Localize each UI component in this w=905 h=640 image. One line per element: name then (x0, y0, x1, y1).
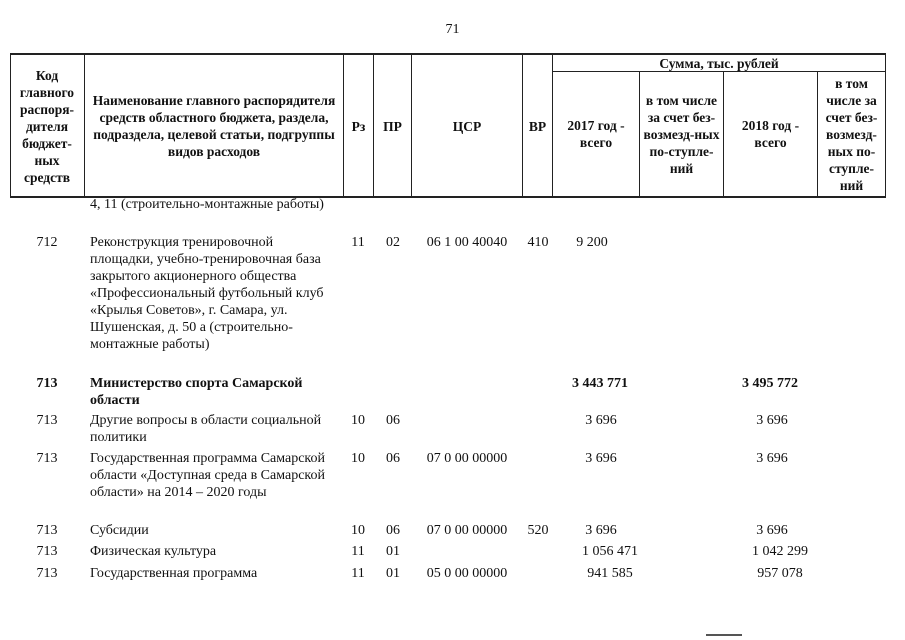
cell-kod: 713 (36, 523, 58, 538)
cell-pr: 06 (386, 523, 400, 538)
cell-rz: 11 (351, 566, 365, 581)
cell-vr: 410 (527, 235, 549, 250)
cell-2018-total: 3 696 (756, 413, 788, 428)
cell-csr: 06 1 00 40040 (426, 235, 508, 250)
cell-2017-total: 3 696 (585, 413, 617, 428)
cell-2018-total: 1 042 299 (752, 544, 808, 559)
cell-name: Физическая культура (90, 544, 217, 559)
cell-2017-total: 9 200 (576, 235, 608, 250)
cell-name: Субсидии (90, 523, 149, 538)
header-vline (817, 71, 818, 198)
header-vline (10, 53, 11, 198)
cell-rz: 10 (351, 451, 365, 466)
header-pr: ПР (383, 118, 402, 134)
cell-rz: 10 (351, 413, 365, 428)
cell-kod: 713 (36, 376, 58, 391)
cell-2017-total: 3 696 (585, 451, 617, 466)
cell-kod: 713 (36, 413, 58, 428)
cell-2018-total: 3 495 772 (742, 376, 798, 391)
cell-rz: 11 (351, 544, 365, 559)
header-2017-incl: в том числе за счет без-возмезд-ных по-ступле-ний (643, 92, 720, 176)
cell-name: Реконструкция тренировочной площадки, учебно-тренировочная база закрытого акционерного общества «Профессиональный футбольный клуб «Крылья Советов», г. Самара, ул. Шушенская, д. 50 а (строительно-монтажные работы) (90, 235, 324, 352)
cell-pr: 01 (386, 566, 400, 581)
table-header (0, 53, 905, 199)
header-summa: Сумма, тыс. рублей (659, 55, 779, 71)
cell-kod: 712 (36, 235, 58, 250)
cell-name: 4, 11 (строительно-монтажные работы) (90, 197, 324, 212)
header-vr: ВР (528, 118, 547, 134)
cell-pr: 01 (386, 544, 400, 559)
cell-pr: 06 (386, 413, 400, 428)
cell-rz: 10 (351, 523, 365, 538)
cell-2017-total: 1 056 471 (582, 544, 638, 559)
cell-2017-total: 3 696 (585, 523, 617, 538)
cell-csr: 07 0 00 00000 (426, 451, 508, 466)
cell-csr: 07 0 00 00000 (426, 523, 508, 538)
header-vline (639, 71, 640, 198)
cell-pr: 06 (386, 451, 400, 466)
cell-2017-total: 941 585 (587, 566, 633, 581)
cell-kod: 713 (36, 544, 58, 559)
header-csr: ЦСР (452, 118, 482, 134)
cell-name: Государственная программа Самарской области «Доступная среда в Самарской области» на 2014 – 2020 годы (90, 451, 326, 500)
cell-2018-total: 3 696 (756, 451, 788, 466)
header-kod: Код главного распоря-дителя бюджет-ных средств (19, 67, 75, 185)
header-2017-total: 2017 год - всего (567, 118, 625, 150)
cell-kod: 713 (36, 566, 58, 581)
cell-2017-total: 3 443 771 (572, 376, 628, 391)
header-2018-incl: в том числе за счет без-возмезд-ных по-ступле-ний (825, 75, 878, 193)
cell-rz: 11 (351, 235, 365, 250)
page-number: 71 (445, 22, 460, 37)
cell-2018-total: 957 078 (757, 566, 803, 581)
header-name: Наименование главного распорядителя средств областного бюджета, раздела, подраздела, целевой статьи, подгруппы видов расходов (92, 93, 336, 159)
cell-vr: 520 (527, 523, 549, 538)
header-rz: Рз (351, 118, 366, 134)
scan-mark (706, 634, 742, 636)
cell-csr: 05 0 00 00000 (426, 566, 508, 581)
header-vline (885, 53, 886, 198)
cell-2018-total: 3 696 (756, 523, 788, 538)
cell-kod: 713 (36, 451, 58, 466)
cell-name: Государственная программа (90, 566, 258, 581)
header-vline (723, 71, 724, 198)
header-2018-total: 2018 год - всего (741, 118, 800, 150)
cell-name: Министерство спорта Самарской области (90, 376, 303, 408)
cell-name: Другие вопросы в области социальной политики (90, 413, 322, 445)
header-vline (84, 53, 85, 198)
cell-pr: 02 (386, 235, 400, 250)
header-vline (552, 53, 553, 198)
